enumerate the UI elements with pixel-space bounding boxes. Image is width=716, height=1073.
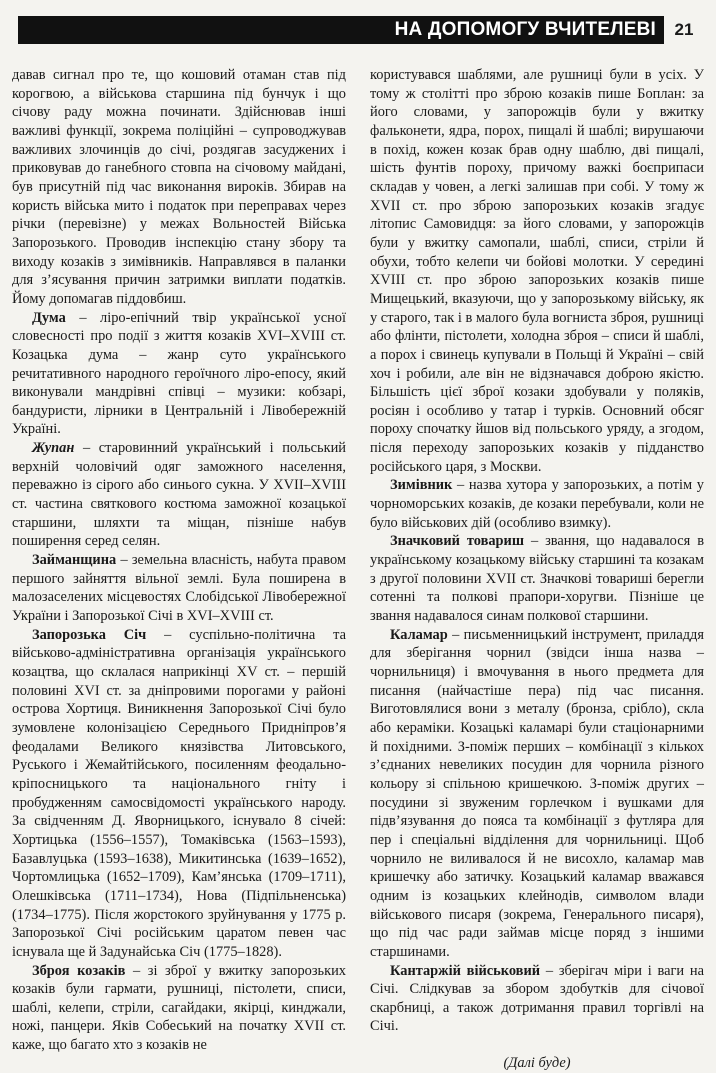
section-title: НА ДОПОМОГУ ВЧИТЕЛЕВІ bbox=[394, 19, 656, 40]
entry-zhupan bbox=[12, 439, 346, 551]
entry-zymivnyk bbox=[370, 476, 704, 532]
entry-text: – старовинний український і польський верхній чоловічий одяг заможного населення, переважно із сірого або синього сукна. У XVII–XVIII ст. частина святкового костюма заможної козацької старшини, шляхти та міщан, пізніше набув поширення серед селян. bbox=[12, 440, 346, 550]
entry-text: – земельна власність, набута правом першого зайняття вільної землі. Була поширена в малозаселених місцевостях Слобідської Лівобережної України і Запорозької Січі в XVI–XVIII ст. bbox=[12, 552, 346, 625]
entry-text: користувався шаблями, але рушниці були в усіх. У тому ж столітті про зброю козаків пише Боплан: за його словами, у запорожців були у вжитку фальконети, ядра, порох, пищалі й шаблі; вирушаючи в похід, кожен козак брав одну шаблю, дві пищалі, шість фунтів пороху, причому важкі боєприпаси складав у човен, а легкі залишав при собі. У тому ж XVII ст. про зброю запорозьких козаків згадує літопис Самовидця: за його словами, у запорожців були у вжитку самопали, шаблі, списи, стріли й обухи, тобто келепи чи бойові молотки. У середині XVIII ст. про зброю запорозьких козаків пише Мищецький, вказуючи, що у запорозькому війську, як у старого, так і в малого була вогниста зброя, рушниці або флінти, пістолети, холодна зброя – списи й шаблі, а порох і свинець купували в Польщі й Україні – свій хоч і робили, але він не відзначався доброю якістю. Більшість цієї зброї козаки здобували у поляків, росіян і особливо у татар і турків. Основний обсяг пороху спочатку йшов від польського уряду, а згодом, після переходу запорозьких козаків у підданство російського царя, з Москви. bbox=[370, 67, 704, 475]
entry-paragraph bbox=[370, 66, 704, 476]
entry-text: – назва хутора у запорозьких, а потім у чорноморських козаків, де козаки перебували, коли не було військових дій (особливо взимку). bbox=[370, 477, 704, 531]
entry-kalamar bbox=[370, 626, 704, 962]
entry-text: – зі зброї у вжитку запорозьких козаків були гармати, рушниці, пістолети, списи, шаблі, келепи, стріли, сагайдаки, якірці, кинджали, ножі, панцери. Яків Собеський на початку XVII ст. каже, що багато хто з козаків не bbox=[12, 962, 346, 1054]
page-header bbox=[0, 0, 716, 56]
entry-term: Запорозька Січ bbox=[32, 626, 147, 643]
entry-text: – звання, що надавалося в українському козацькому війську старшині та козакам з другої половини XVII ст. Значкові товариші берегли сотенні та полкові прапори-хоругви. Пізніше це звання надавалося синам полкової старшини. bbox=[370, 533, 704, 625]
entry-text: – ліро-епічний твір української усної словесності про події з життя козаків XVI–XVIII ст. Козацька дума – жанр суто українського речитативного народного героїчного ліро-епосу, який виконували мандрівні співці – музики: кобзарі, бандуристи, лірники в Центральній і Лівобережній Україні. bbox=[12, 309, 346, 438]
entry-term: Жупан bbox=[32, 440, 75, 457]
left-column bbox=[12, 66, 346, 1055]
entry-zbroia-kozakiv bbox=[12, 962, 346, 1055]
entry-term: Значковий товариш bbox=[390, 533, 524, 550]
entry-term: Зброя козаків bbox=[32, 962, 126, 979]
page-number: 21 bbox=[664, 16, 704, 44]
entry-duma bbox=[12, 309, 346, 440]
entry-term: Займанщина bbox=[32, 552, 117, 569]
entry-zaporozka-sich bbox=[12, 626, 346, 962]
right-column bbox=[370, 66, 704, 1073]
entry-text: – зберігач міри і ваги на Січі. Слідкував за збором здобутків для січової скарбниці, а також дотримання правил торгівлі на Січі. bbox=[370, 962, 704, 1035]
entry-term: Зимівник bbox=[390, 477, 453, 494]
entry-term: Кантаржій військовий bbox=[390, 962, 541, 979]
entry-term: Каламар bbox=[390, 626, 448, 643]
entry-znachkovyi-tovarysh bbox=[370, 532, 704, 625]
continuation-note: (Далі буде) bbox=[503, 1055, 571, 1072]
entry-term: Дума bbox=[32, 309, 66, 326]
entry-text: – суспільно-політична та військово-адміністративна організація українського козацтва, що склалася наприкінці XV ст. – першій половині XVI ст. за дніпровими порогами у районі острова Хортиця. Виникнення Запорозької Січі було зумовлене колонізацією Середнього Придніпров’я феодалами Великого князівства Литовського, Руського і Жемайтійського, посиленням феодально-кріпосницького та національного гніту і пробудженням самосвідомості українського народу. За свідченням Д. Яворницького, існувало 8 січей: Хортицька (1556–1557), Томаківська (1563–1593), Базавлуцька (1593–1638), Микитинська (1639–1652), Чортомлицька (1652–1709), Кам’янська (1709–1711), Олешківська (1711–1734), Нова (Підпільненська) (1734–1775). Після жорстокого зруйнування у 1775 р. Запорозької Січі російським царатом певен час існувала ще й Задунайська Січ (1775–1828). bbox=[12, 626, 346, 960]
entry-kantarzhii bbox=[370, 962, 704, 1037]
entry-text: – письменницький інструмент, приладдя для зберігання чорнил (звідси інша назва – чорнильниця) і вмочування в нього предмета для писання (найчастіше пера) під час писання. Виготовлялися вони з металу (бронза, срібло), скла або кераміки. Козацькі каламарі були стаціонарними й похідними. З-поміж перших – комбінації з кількох з’єднаних невеликих посудин для чорнила різного кольору зі спільною кришечкою. З-поміж других – посудини зі звуженим горлечком і вушками для підв’язування до пояса та комбінації з футляра для пер і спеціальні відділення для чорнильниці. Щоб чорнило не виливалося й не висохло, каламар мав кришечку або затичку. Козацький каламар вважався одним із козацьких клейнодів, символом влади військового писаря (зокрема, Генерального писаря), що під час ради займав місце поряд з іншими старшинами. bbox=[370, 626, 704, 960]
entry-paragraph bbox=[12, 66, 346, 309]
entry-zaimanshchyna bbox=[12, 551, 346, 626]
entry-text: давав сигнал про те, що кошовий отаман став під корогвою, а військова старшина під бунчук і що січову раду можна починати. Здійснював інші важливі функції, зокрема поліційні – супроводжував важливих злочинців до січі, роздягав засуджених і приковував до ганебного стовпа на січовому майдані, був присутній під час виконання вироків. Збирав на користь війська мито і податок при переправах через річки (перевізне) у межах Вольностей Війська Запорозького. Проводив інспекцію стану збору та виходу козаків з зимівників. Направлявся в паланки для з’ясування причин затримки виплати податків. Йому допомагав піддовбиш. bbox=[12, 67, 346, 307]
